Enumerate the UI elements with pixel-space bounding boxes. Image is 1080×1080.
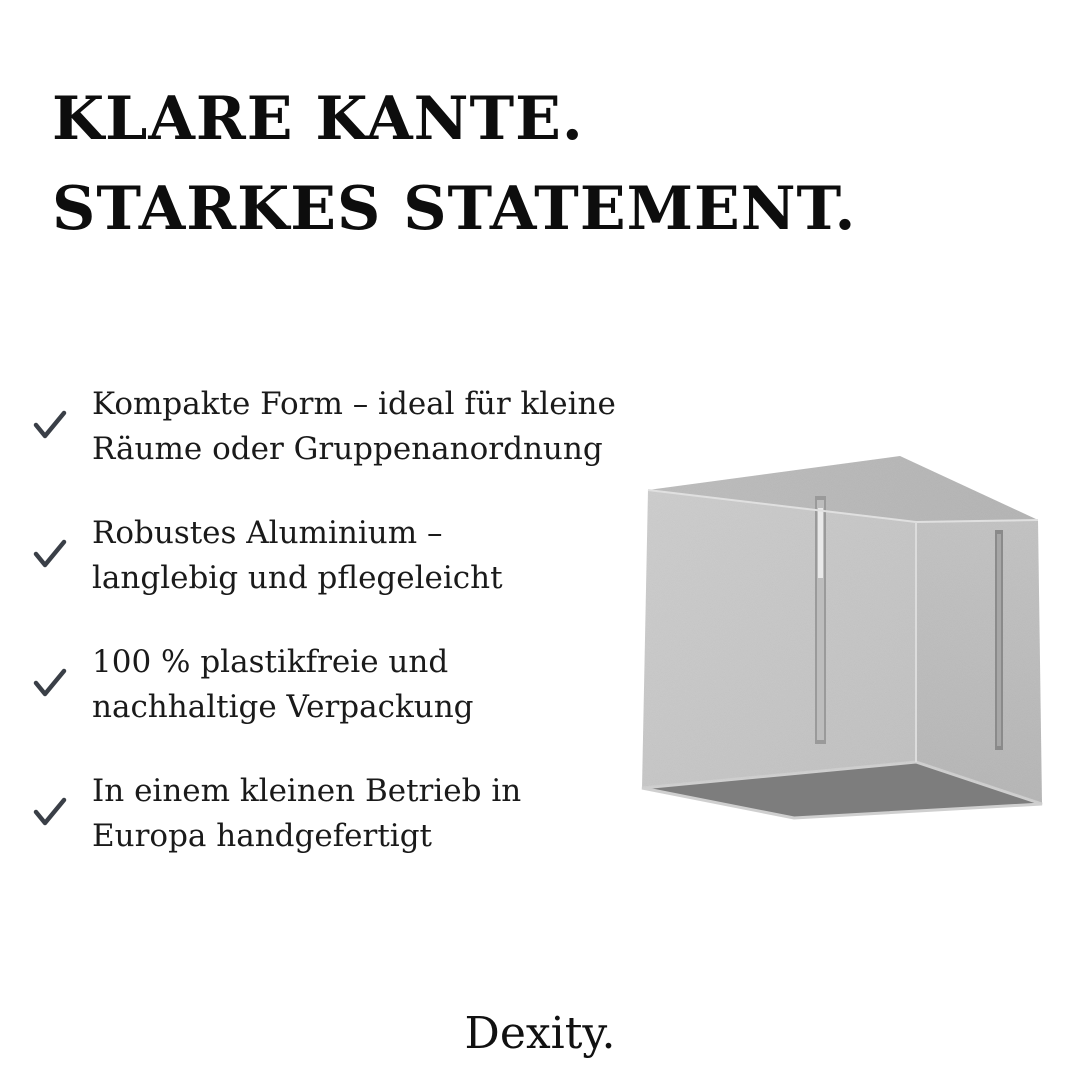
feature-text-line-1: Robustes Aluminium – xyxy=(92,515,443,551)
feature-text xyxy=(92,640,672,730)
feature-text xyxy=(92,769,672,859)
check-icon xyxy=(30,535,70,575)
check-icon xyxy=(30,664,70,704)
feature-item xyxy=(30,640,650,769)
headline-line-2: STARKES STATEMENT. xyxy=(52,174,857,244)
check-icon xyxy=(30,793,70,833)
feature-item xyxy=(30,769,650,898)
feature-text-line-1: Kompakte Form – ideal für kleine xyxy=(92,386,616,422)
check-icon xyxy=(30,406,70,446)
feature-item xyxy=(30,511,650,640)
product-image xyxy=(638,448,1048,828)
feature-text-line-1: In einem kleinen Betrieb in xyxy=(92,773,522,809)
headline xyxy=(52,74,856,254)
brand-logo: Dexity. xyxy=(464,1008,616,1059)
feature-list xyxy=(30,382,650,898)
feature-text xyxy=(92,511,672,601)
feature-text-line-2: Europa handgefertigt xyxy=(92,818,433,854)
feature-text-line-2: Räume oder Gruppenanordnung xyxy=(92,431,603,467)
headline-line-1: KLARE KANTE. xyxy=(52,84,584,154)
feature-item xyxy=(30,382,650,511)
feature-text-line-2: nachhaltige Verpackung xyxy=(92,689,474,725)
feature-text xyxy=(92,382,672,472)
feature-text-line-2: langlebig und pflegeleicht xyxy=(92,560,503,596)
feature-text-line-1: 100 % plastikfreie und xyxy=(92,644,449,680)
